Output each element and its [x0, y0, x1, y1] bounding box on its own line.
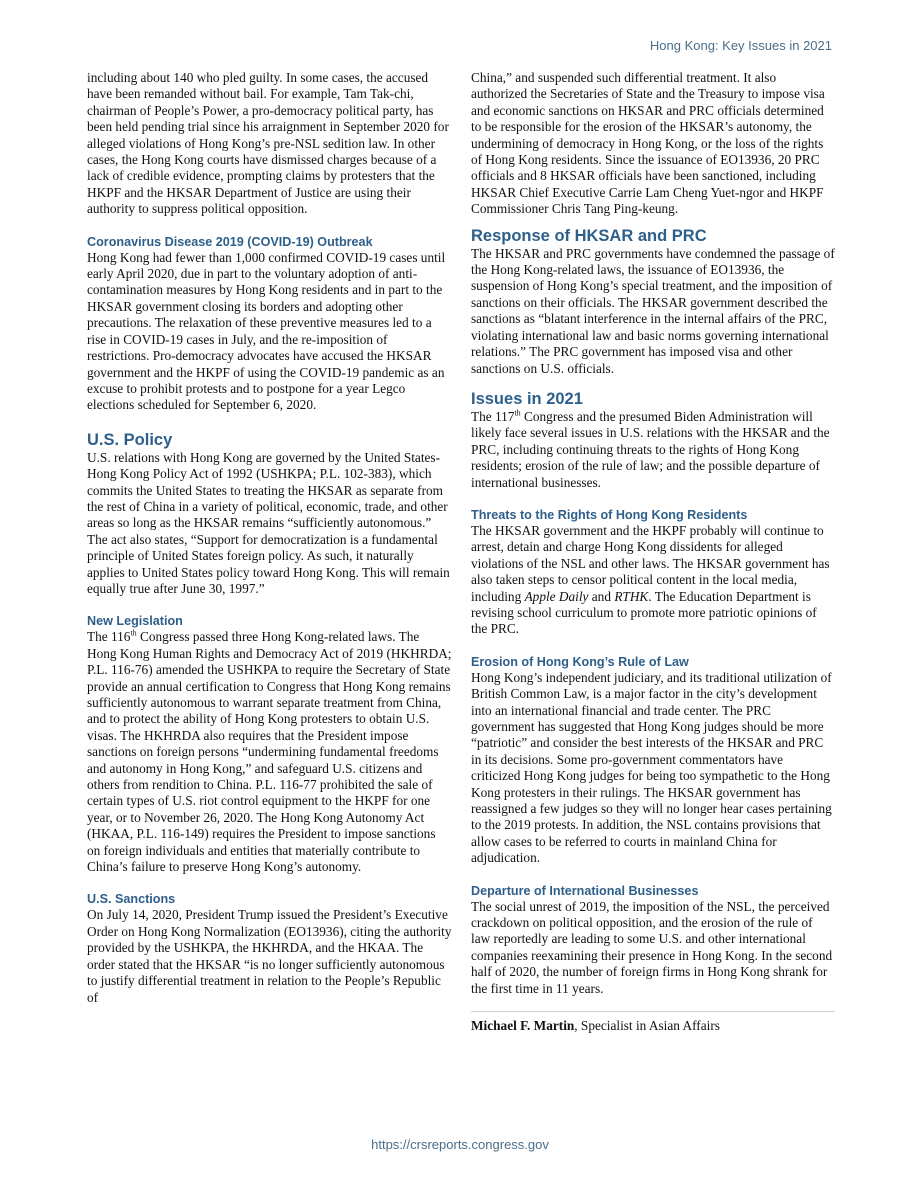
threats-body-2: . The Education Department is revising school curriculum to promote more patriotic opinions of the PRC.	[471, 588, 817, 637]
issues-lead: The 117	[471, 408, 515, 424]
response-heading: Response of HKSAR and PRC	[471, 226, 707, 245]
author-name: Michael F. Martin	[471, 1018, 575, 1034]
threats-paragraph	[471, 523, 835, 638]
new-legislation-paragraph	[87, 629, 452, 875]
issues-paragraph	[471, 409, 835, 491]
departure-paragraph: The social unrest of 2019, the imposition of the NSL, the perceived crackdown on political opposition, and the erosion of the rule of law reportedly are leading to some U.S. and other international companies reexamining their presence in Hong Kong. In the second half of 2020, the number of foreign firms in Hong Kong shrank for the first time in 11 years.	[471, 898, 833, 996]
us-sanctions-heading: U.S. Sanctions	[87, 892, 176, 907]
covid-paragraph: Hong Kong had fewer than 1,000 confirmed COVID-19 cases until early April 2020, due in part to the voluntary adoption of anti-contamination measures by Hong Kong residents and in part to the HKSAR government closing its borders and adopting other precautions. The relaxation of these preventive measures led to a rise in COVID-19 cases in July, and the re-imposition of restrictions. Pro-democracy advocates have accused the HKSAR government and the HKPF of using the COVID-19 pandemic as an excuse to prohibit protests and to postpone for a year Legco elections scheduled for September 6, 2020.	[87, 249, 446, 413]
legislation-ordinal-suffix: th	[130, 628, 137, 638]
erosion-paragraph: Hong Kong’s independent judiciary, and its traditional utilization of British Common Law, is a major factor in the city’s development into an international financial and trade center. The PRC government has suggested that Hong Kong judges should be more “patriotic” and consider the best interests of the HKSAR and PRC in its decisions. Some pro-government commentators have criticized Hong Kong judges for being too sympathetic to the Hong Kong protesters in their rulings. The HKSAR government has reassigned a few judges so they will no longer hear cases pertaining to the 2019 protests. In addition, the NSL contains provisions that allow cases to be referred to courts in mainland China for adjudication.	[471, 669, 832, 866]
threats-body-1: The HKSAR government and the HKPF probably will continue to arrest, detain and charge Hong Kong dissidents for alleged violations of the NSL and other laws. The HKSAR government has also taken steps to censor political content in the local media, including	[471, 522, 830, 604]
author-title: , Specialist in Asian Affairs	[574, 1018, 720, 1034]
us-policy-paragraph: U.S. relations with Hong Kong are governed by the United States-Hong Kong Policy Act of 1992 (USHKPA; P.L. 102-383), which commits the United States to treating the HKSAR as separate from the rest of China in a variety of political, economic, trade, and other areas so long as the HKSAR remains “sufficiently autonomous.” The act also states, “Support for democratization is a fundamental principle of United States foreign policy. As such, it naturally applies to United States policy toward Hong Kong. This will remain equally true after June 30, 1997.”	[87, 449, 450, 596]
legislation-body: Congress passed three Hong Kong-related laws. The Hong Kong Human Rights and Democracy Act of 2019 (HKHRDA; P.L. 116-76) amended the USHKPA to require the Secretary of State provide an annual certification to Congress that Hong Kong remains sufficiently autonomous to warrant separate treatment from China, and to protect the ability of Hong Kong protesters to obtain U.S. visas. The HKHRDA also requires that the President impose sanctions on foreign persons “undermining fundamental freedoms and autonomy in Hong Kong,” and safeguard U.S. citizens and others from rendition to China. P.L. 116-77 prohibited the sale of certain types of U.S. riot control equipment to the HKPF for one year, or to November 26, 2020. The Hong Kong Autonomy Act (HKAA, P.L. 116-149) requires the President to impose sanctions on foreign individuals and entities that materially contribute to China’s failure to preserve Hong Kong’s autonomy.	[87, 629, 452, 875]
us-sanctions-paragraph: On July 14, 2020, President Trump issued the President’s Executive Order on Hong Kong Normalization (EO13936), citing the authority provided by the USHKPA, the HKHRDA, and the HKAA. The order stated that the HKSAR “is no longer sufficiently autonomous to justify differential treatment in relation to the People’s Republic of	[87, 907, 452, 1005]
new-legislation-heading: New Legislation	[87, 614, 183, 629]
us-policy-heading: U.S. Policy	[87, 430, 173, 449]
threats-and: and	[588, 588, 615, 604]
issues-body: Congress and the presumed Biden Administration will likely face several issues in U.S. relations with the HKSAR and the PRC, including continuing threats to the rights of Hong Kong residents; erosion of the rule of law; and the possible departure of international businesses.	[471, 408, 830, 490]
apple-daily-title: Apple Daily	[524, 588, 589, 604]
paragraph-intro: including about 140 who pled guilty. In some cases, the accused have been remanded without bail. For example, Tam Tak-chi, chairman of People’s Power, a pro-democracy political party, has been held pending trial since his arraignment in September 2020 for alleged violations of Hong Kong’s pre-NSL sedition law. In other cases, the Hong Kong courts have dismissed charges because of a lack of credible evidence, prompting claims by protesters that the HKPF and the HKSAR Department of Justice are using their authority to suppress political opposition.	[87, 70, 449, 217]
departure-heading: Departure of International Businesses	[471, 883, 699, 898]
covid-heading: Coronavirus Disease 2019 (COVID-19) Outbreak	[87, 234, 373, 249]
issues-heading: Issues in 2021	[471, 389, 583, 408]
issues-ordinal-suffix: th	[514, 408, 521, 418]
running-title: Hong Kong: Key Issues in 2021	[649, 38, 832, 53]
rthk-title: RTHK	[614, 588, 649, 604]
threats-heading: Threats to the Rights of Hong Kong Residents	[471, 507, 748, 522]
left-column	[87, 70, 452, 1006]
legislation-lead: The 116	[87, 629, 131, 645]
response-paragraph: The HKSAR and PRC governments have condemned the passage of the Hong Kong-related laws, the issuance of EO13936, the suspension of Hong Kong’s special treatment, and the imposition of sanctions on their officials. The HKSAR government described the sanctions as “blatant interference in the internal affairs of the PRC, violating international law and basic norms governing international relations.” The PRC government has imposed visa and other sanctions on U.S. officials.	[471, 245, 835, 376]
erosion-heading: Erosion of Hong Kong’s Rule of Law	[471, 654, 689, 669]
right-column	[471, 70, 835, 1034]
sanctions-continued-paragraph: China,” and suspended such differential treatment. It also authorized the Secretaries of State and the Treasury to impose visa and economic sanctions on HKSAR and PRC officials determined to be responsible for the erosion of the HKSAR’s autonomy, the undermining of democracy in Hong Kong, or the loss of the rights of Hong Kong residents. Since the issuance of EO13936, 20 PRC officials and 8 HKSAR officials have been sanctioned, including HKSAR Chief Executive Carrie Lam Cheng Yuet-ngor and HKPF Commissioner Chris Tang Ping-keung.	[471, 70, 825, 217]
footer-url-link[interactable]: https://crsreports.congress.gov	[371, 1137, 549, 1152]
author-line	[471, 1011, 835, 1034]
